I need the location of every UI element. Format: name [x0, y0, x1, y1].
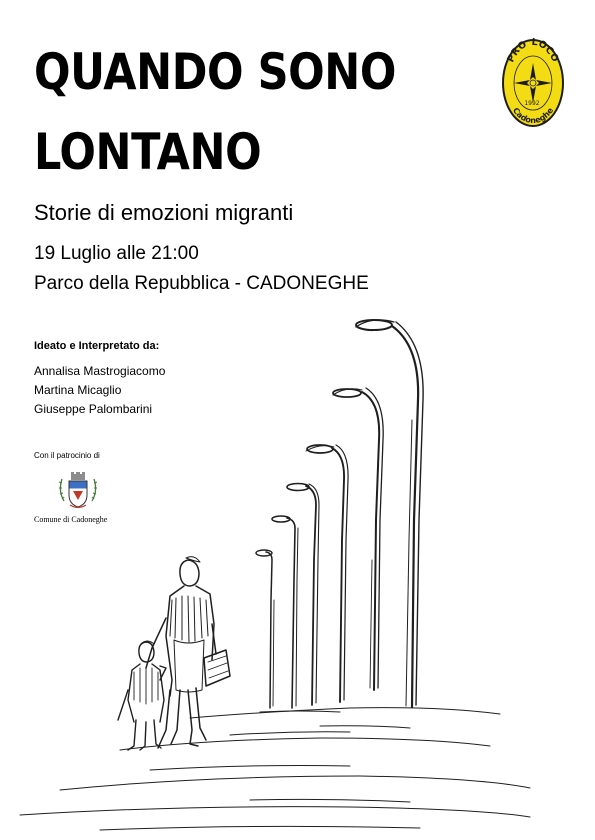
credits-heading: Ideato e Interpretato da: [34, 340, 160, 352]
logo-bottom-text: Cadoneghe [510, 105, 556, 126]
event-place: Parco della Repubblica - CADONEGHE [34, 273, 369, 294]
credit-person: Martina Micaglio [34, 383, 122, 397]
ground-strokes [20, 708, 530, 830]
street-lamp-icon [272, 516, 298, 708]
event-date-time: 19 Luglio alle 21:00 [34, 243, 199, 264]
title-line-2: LONTANO [34, 123, 262, 181]
patronage-label: Con il patrocinio di [34, 451, 100, 460]
credit-person: Giuseppe Palombarini [34, 402, 153, 416]
pro-loco-logo [500, 37, 566, 129]
street-lamp-icon [356, 320, 423, 707]
subtitle: Storie di emozioni migranti [34, 200, 294, 225]
child-figure-icon [118, 641, 166, 750]
street-lamp-icon [256, 550, 274, 708]
street-lamps-sketch [0, 300, 595, 840]
logo-year: 1992 [524, 100, 540, 107]
logo-top-text: PRO LOCO [505, 37, 561, 65]
title-line-1: QUANDO SONO [34, 43, 396, 101]
adult-figure-icon [146, 557, 230, 748]
comune-name: Comune di Cadoneghe [34, 515, 108, 524]
credit-person: Annalisa Mastrogiacomo [34, 364, 166, 378]
